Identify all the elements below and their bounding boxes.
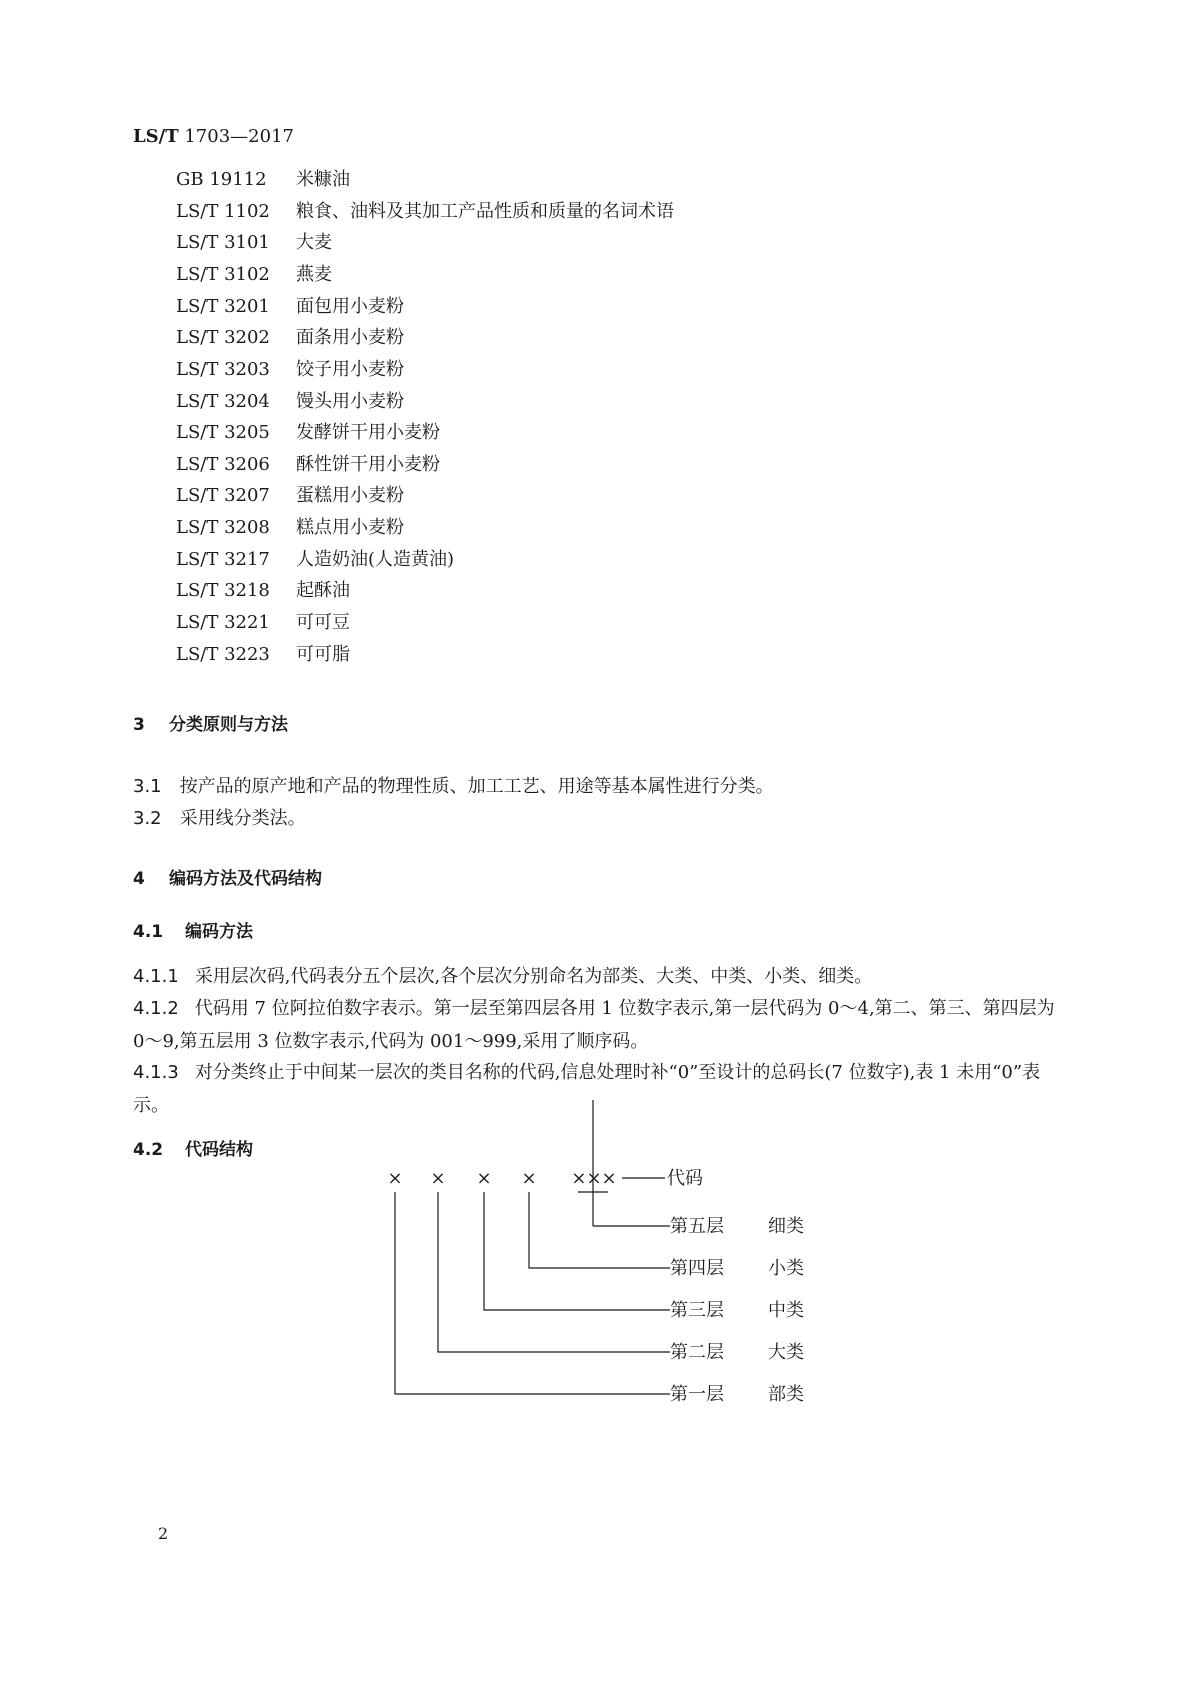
- code-label: 代码: [667, 1168, 703, 1189]
- section-number: 4: [133, 869, 145, 889]
- clause-text: 按产品的原产地和产品的物理性质、加工工艺、用途等基本属性进行分类。: [179, 776, 774, 797]
- subsection-number: 4.2: [133, 1140, 164, 1160]
- level-4-leader: [529, 1192, 670, 1268]
- clause-text: 采用线分类法。: [179, 808, 306, 829]
- reference-code: LS/T 3221: [176, 612, 270, 633]
- level-3-mark: ×: [476, 1168, 492, 1189]
- standard-number: 1703—2017: [184, 126, 294, 147]
- reference-code: LS/T 3202: [176, 327, 270, 348]
- reference-title: 糕点用小麦粉: [296, 517, 404, 538]
- subsection-number: 4.1: [133, 922, 164, 942]
- section-number: 3: [133, 715, 145, 735]
- level-4-name: 小类: [768, 1258, 804, 1279]
- reference-code: LS/T 3101: [176, 232, 270, 253]
- level-2-name: 大类: [768, 1342, 804, 1363]
- subsection-title: 代码结构: [185, 1140, 253, 1160]
- clause-number: 4.1.3: [133, 1062, 179, 1083]
- reference-code: LS/T 3218: [176, 580, 270, 601]
- reference-code: LS/T 3201: [176, 296, 270, 317]
- level-3-leader: [484, 1192, 670, 1310]
- reference-title: 可可脂: [296, 644, 350, 665]
- level-2-label: 第二层: [670, 1342, 724, 1363]
- clause-text: 对分类终止于中间某一层次的类目名称的代码,信息处理时补“0”至设计的总码长(7 位数字),表 1 未用“0”表示。: [133, 1062, 1041, 1116]
- level-1-mark: ×: [387, 1168, 403, 1189]
- section-title: 分类原则与方法: [169, 715, 288, 735]
- reference-title: 面包用小麦粉: [296, 296, 404, 317]
- reference-code: LS/T 3102: [176, 264, 270, 285]
- level-5-leader: [593, 1100, 670, 1226]
- clause-number: 3.1: [133, 776, 162, 797]
- clause-text: 代码用 7 位阿拉伯数字表示。第一层至第四层各用 1 位数字表示,第一层代码为 0～4,第二、第三、第四层为 0～9,第五层用 3 位数字表示,代码为 001～999,采用了顺序码。: [133, 998, 1055, 1052]
- reference-title: 蛋糕用小麦粉: [296, 485, 404, 506]
- reference-code: LS/T 1102: [176, 201, 270, 222]
- level-1-leader: [395, 1192, 670, 1394]
- section-title: 编码方法及代码结构: [169, 869, 322, 889]
- reference-code: LS/T 3205: [176, 422, 270, 443]
- reference-title: 粮食、油料及其加工产品性质和质量的名词术语: [296, 201, 674, 222]
- level-2-leader: [438, 1192, 670, 1352]
- clause-number: 3.2: [133, 808, 162, 829]
- level-3-label: 第三层: [670, 1300, 724, 1321]
- reference-code: LS/T 3217: [176, 549, 270, 570]
- reference-title: 米糠油: [296, 169, 350, 190]
- subsection-title: 编码方法: [185, 922, 253, 942]
- reference-title: 饺子用小麦粉: [296, 359, 404, 380]
- reference-title: 面条用小麦粉: [296, 327, 404, 348]
- reference-title: 馒头用小麦粉: [296, 391, 404, 412]
- level-1-label: 第一层: [670, 1384, 724, 1405]
- reference-code: LS/T 3208: [176, 517, 270, 538]
- reference-code: LS/T 3203: [176, 359, 270, 380]
- level-3-name: 中类: [768, 1300, 804, 1321]
- page-number: 2: [158, 1524, 169, 1543]
- reference-title: 燕麦: [296, 264, 332, 285]
- reference-title: 大麦: [296, 232, 332, 253]
- clause-text: 采用层次码,代码表分五个层次,各个层次分别命名为部类、大类、中类、小类、细类。: [194, 966, 873, 987]
- reference-code: LS/T 3204: [176, 391, 270, 412]
- level-2-mark: ×: [430, 1168, 446, 1189]
- reference-code: GB 19112: [176, 169, 267, 190]
- reference-code: LS/T 3223: [176, 644, 270, 665]
- level-1-name: 部类: [768, 1384, 804, 1405]
- level-5-label: 第五层: [670, 1216, 724, 1237]
- level-5-name: 细类: [768, 1216, 804, 1237]
- reference-code: LS/T 3207: [176, 485, 270, 506]
- reference-title: 酥性饼干用小麦粉: [296, 454, 440, 475]
- reference-title: 起酥油: [296, 580, 350, 601]
- reference-title: 人造奶油(人造黄油): [296, 549, 455, 570]
- level-4-label: 第四层: [670, 1258, 724, 1279]
- reference-title: 发酵饼干用小麦粉: [296, 422, 440, 443]
- clause-number: 4.1.1: [133, 966, 179, 987]
- reference-title: 可可豆: [296, 612, 350, 633]
- reference-code: LS/T 3206: [176, 454, 270, 475]
- clause-number: 4.1.2: [133, 998, 179, 1019]
- level-4-mark: ×: [521, 1168, 537, 1189]
- level-5-mark: ×××: [571, 1168, 617, 1189]
- standard-code: LS/T: [133, 126, 179, 147]
